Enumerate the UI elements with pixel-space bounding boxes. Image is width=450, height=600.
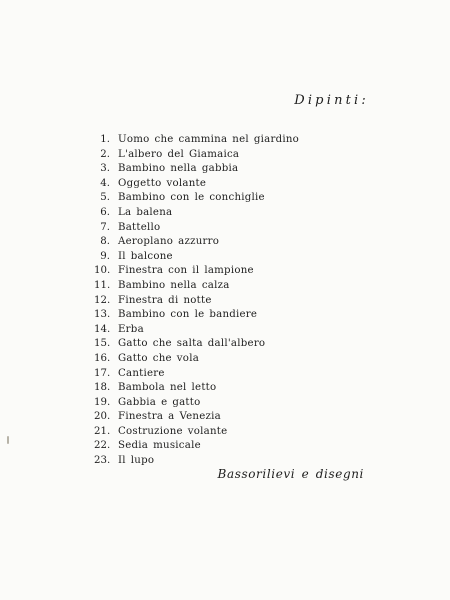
item-title: Finestra di notte [118,294,212,306]
list-item [94,148,354,163]
list-item [94,191,354,206]
item-title: Sedia musicale [118,440,201,452]
section-footer: Bassorilievi e disegni [217,467,364,481]
list-item [94,133,354,148]
section-heading: Dipinti: [294,93,369,108]
item-title: L'albero del Giamaica [118,148,240,160]
item-title: Battello [118,221,161,233]
item-title: Costruzione volante [118,425,228,437]
item-number: 20. [94,411,111,423]
item-number: 13. [94,309,111,321]
item-title: Cantiere [118,367,165,379]
list-item [94,235,354,250]
list-item [94,352,354,367]
list-item [94,279,354,294]
list-item [94,337,354,352]
item-title: Bambino con le conchiglie [118,192,265,204]
item-number: 9. [100,250,110,262]
list-item [94,323,354,338]
item-number: 11. [94,279,111,291]
list-item [94,264,354,279]
item-title: Bambino con le bandiere [118,309,258,321]
item-number: 23. [94,455,111,467]
item-title: Bambola nel letto [118,382,217,394]
list-item [94,206,354,221]
list-item [94,308,354,323]
list-item [94,396,354,411]
item-number: 3. [100,163,110,175]
item-title: Finestra con il lampione [118,265,254,277]
list-item [94,439,354,454]
item-title: Uomo che cammina nel giardino [118,134,300,145]
item-number: 14. [94,323,111,335]
item-title: Aeroplano azzurro [118,236,220,248]
list-item [94,162,354,177]
item-title: Bambino nella gabbia [118,163,239,175]
item-number: 5. [100,192,110,204]
item-title: Finestra a Venezia [118,411,221,423]
item-title: Gatto che salta dall'albero [118,338,266,350]
item-number: 8. [100,236,110,248]
item-number: 1. [100,134,110,145]
list-item [94,381,354,396]
edge-mark [7,436,9,444]
list-item [94,177,354,192]
list-item [94,425,354,440]
item-title: Gabbia e gatto [118,396,201,408]
item-number: 15. [94,338,111,350]
list-item [94,410,354,425]
list-item [94,367,354,382]
item-number: 2. [100,148,110,160]
list-item [94,221,354,236]
item-title: Il lupo [118,455,155,467]
item-title: Oggetto volante [118,177,207,189]
item-number: 16. [94,352,111,364]
item-number: 21. [94,425,111,437]
item-number: 7. [100,221,110,233]
item-number: 10. [94,265,111,277]
list-item [94,250,354,265]
paintings-list [94,133,354,469]
list-item [94,294,354,309]
item-title: La balena [118,206,173,218]
item-number: 17. [94,367,111,379]
item-number: 19. [94,396,111,408]
item-number: 18. [94,382,111,394]
item-number: 4. [100,177,110,189]
item-title: Gatto che vola [118,352,200,364]
item-number: 6. [100,206,110,218]
item-number: 22. [94,440,111,452]
item-number: 12. [94,294,111,306]
item-title: Il balcone [118,250,173,262]
item-title: Erba [118,323,144,335]
item-title: Bambino nella calza [118,279,230,291]
